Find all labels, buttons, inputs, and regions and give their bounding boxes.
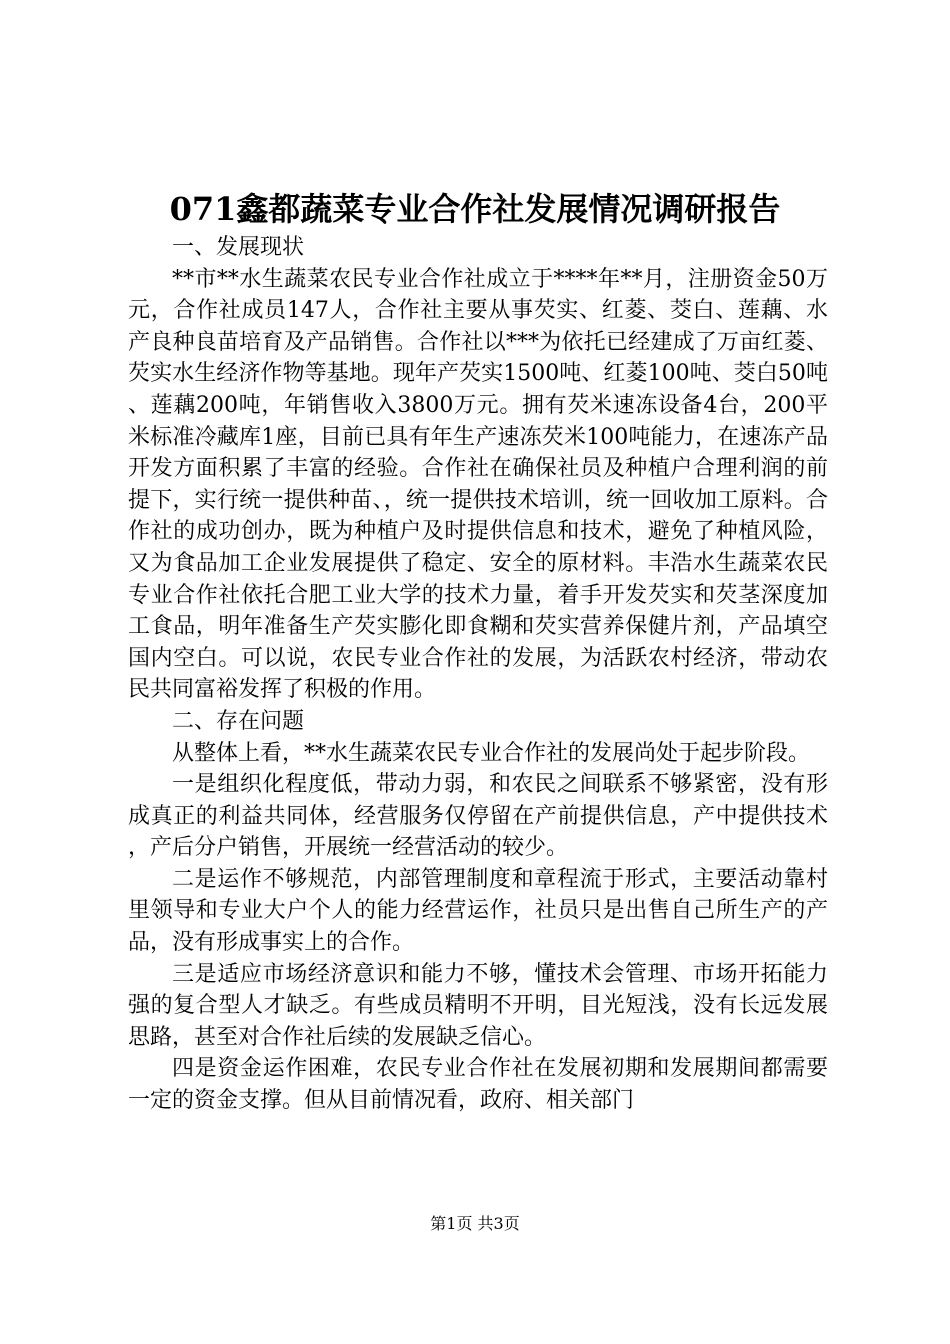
document-title: 071鑫都蔬菜专业合作社发展情况调研报告 [169, 190, 781, 228]
section-heading-status: 一、发展现状 [172, 235, 305, 260]
page-number-footer: 第1页 共3页 [430, 1214, 520, 1233]
paragraph-problem-1: 一是组织化程度低，带动力弱，和农民之间联系不够紧密，没有形成真正的利益共同体，经营服务仅停留在产前提供信息，产中提供技术，产后分户销售，开展统一经营活动的较少。 [128, 772, 828, 861]
document-body [128, 232, 828, 1117]
section-heading-problems: 二、存在问题 [172, 708, 305, 734]
paragraph-status: **市**水生蔬菜农民专业合作社成立于****年**月，注册资金50万元，合作社成员147人，合作社主要从事芡实、红菱、茭白、莲藕、水产良种良苗培育及产品销售。合作社以***为依托已经建成了万亩红菱、芡实水生经济作物等基地。现年产芡实1500吨、红菱100吨、茭白50吨、莲藕200吨，年销售收入3800万元。拥有芡米速冻设备4台，200平米标准冷藏库1座，目前已具有年生产速冻芡米100吨能力，在速冻产品开发方面积累了丰富的经验。合作社在确保社员及种植户合理利润的前提下，实行统一提供种苗、，统一提供技术培训，统一回收加工原料。合作社的成功创办，既为种植户及时提供信息和技术，避免了种植风险，又为食品加工企业发展提供了稳定、安全的原材料。丰浩水生蔬菜农民专业合作社依托合肥工业大学的技术力量，着手开发芡实和芡茎深度加工食品，明年准备生产芡实膨化即食糊和芡实营养保健片剂，产品填空国内空白。可以说，农民专业合作社的发展，为活跃农村经济，带动农民共同富裕发挥了积极的作用。 [128, 266, 828, 703]
paragraph-overview: 从整体上看，**水生蔬菜农民专业合作社的发展尚处于起步阶段。 [172, 740, 811, 766]
paragraph-problem-4: 四是资金运作困难，农民专业合作社在发展初期和发展期间都需要一定的资金支撑。但从目前情况看，政府、相关部门 [128, 1056, 828, 1114]
paragraph-problem-2: 二是运作不够规范，内部管理制度和章程流于形式，主要活动靠村里领导和专业大户个人的能力经营运作，社员只是出售自己所生产的产品，没有形成事实上的合作。 [128, 866, 828, 956]
paragraph-problem-3: 三是适应市场经济意识和能力不够，懂技术会管理、市场开拓能力强的复合型人才缺乏。有些成员精明不开明，目光短浅，没有长远发展思路，甚至对合作社后续的发展缺乏信心。 [128, 961, 828, 1050]
